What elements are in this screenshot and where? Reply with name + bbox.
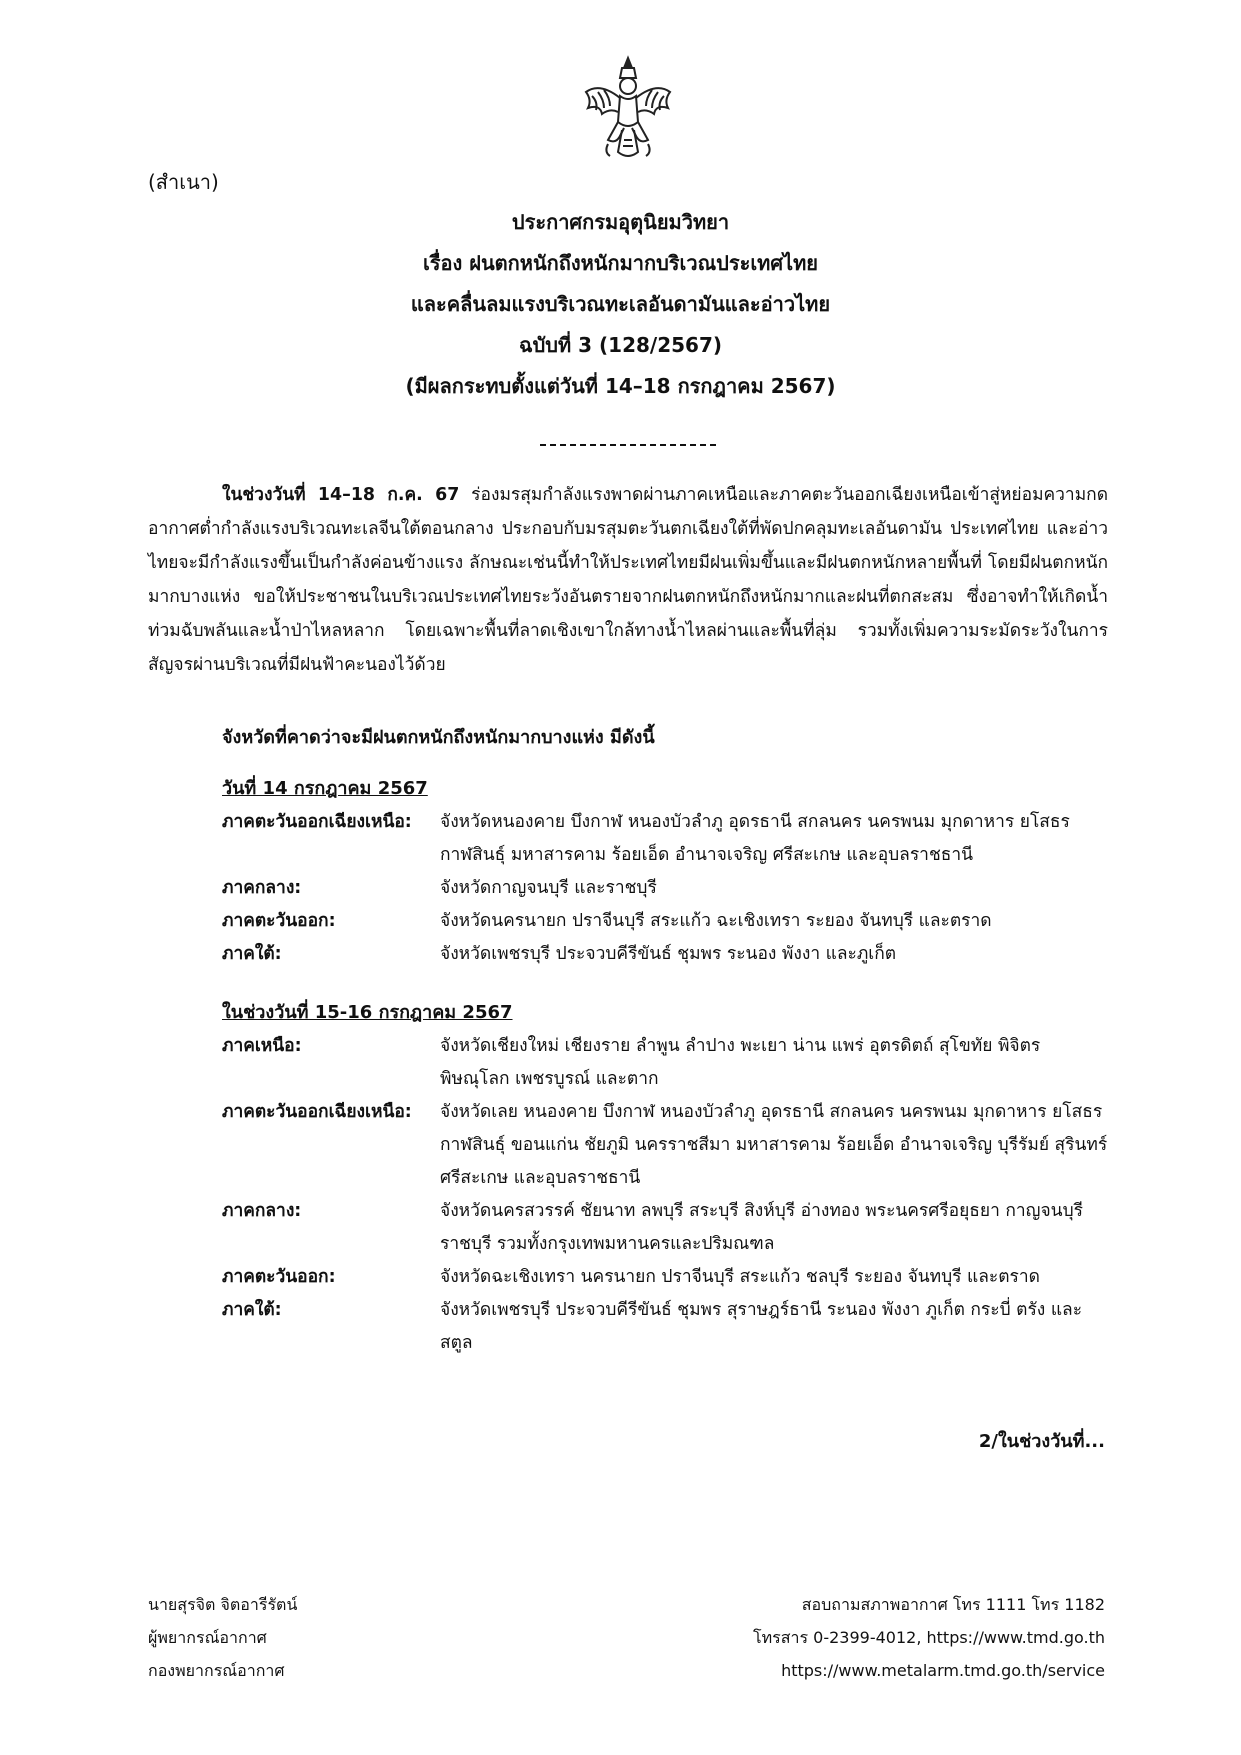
region-name: ภาคเหนือ: xyxy=(222,1036,302,1056)
footer-contact xyxy=(753,1588,1105,1687)
region-row xyxy=(222,806,1112,872)
contact-metalarm-link[interactable]: https://www.metalarm.tmd.go.th/service xyxy=(781,1661,1105,1680)
title-line-3: และคลื่นลมแรงบริเวณทะเลอันดามันและอ่าวไทย xyxy=(410,292,831,316)
region-row xyxy=(222,1261,1112,1294)
forecaster-division: กองพยากรณ์อากาศ xyxy=(148,1661,285,1680)
region-provinces: จังหวัดเพชรบุรี ประจวบคีรีขันธ์ ชุมพร ระนอง พังงา และภูเก็ต xyxy=(440,944,897,964)
region-provinces: จังหวัดนครนายก ปราจีนบุรี สระแก้ว ฉะเชิงเทรา ระยอง จันทบุรี และตราด xyxy=(440,911,992,931)
region-provinces: จังหวัดฉะเชิงเทรา นครนายก ปราจีนบุรี สระแก้ว ชลบุรี ระยอง จันทบุรี และตราด xyxy=(440,1267,1040,1287)
intro-body: ร่องมรสุมกำลังแรงพาดผ่านภาคเหนือและภาคตะวันออกเฉียงเหนือเข้าสู่หย่อมความกดอากาศต่ำกำลังแรงบริเวณทะเลจีนใต้ตอนกลาง ประกอบกับมรสุมตะวันตกเฉียงใต้ที่พัดปกคลุมทะเลอันดามัน ประเทศไทย และอ่าวไทยจะมีกำลังแรงขึ้นเป็นกำลังค่อนข้างแรง ลักษณะเช่นนี้ทำให้ประเทศไทยมีฝนเพิ่มขึ้นและมีฝนตกหนักหลายพื้นที่ โดยมีฝนตกหนักมากบางแห่ง ขอให้ประชาชนในบริเวณประเทศไทยระวังอันตรายจากฝนตกหนักถึงหนักมากและฝนที่ตกสะสม ซึ่งอาจทำให้เกิดน้ำท่วมฉับพลันและน้ำป่าไหลหลาก โดยเฉพาะพื้นที่ลาดเชิงเขาใกล้ทางน้ำไหลผ่านและพื้นที่ลุ่ม รวมทั้งเพิ่มความระมัดระวังในการสัญจรผ่านบริเวณที่มีฝนฟ้าคะนองไว้ด้วย xyxy=(148,485,1108,675)
copy-mark: (สำเนา) xyxy=(148,170,219,194)
forecaster-title: ผู้พยากรณ์อากาศ xyxy=(148,1628,267,1647)
region-name: ภาคตะวันออกเฉียงเหนือ: xyxy=(222,1102,412,1122)
title-line-4: ฉบับที่ 3 (128/2567) xyxy=(518,333,723,357)
region-name: ภาคใต้: xyxy=(222,944,282,964)
title-line-5: (มีผลกระทบตั้งแต่วันที่ 14–18 กรกฎาคม 2567) xyxy=(405,374,836,398)
region-row xyxy=(222,1294,1112,1360)
region-name: ภาคตะวันออกเฉียงเหนือ: xyxy=(222,812,412,832)
footer-signature xyxy=(148,1588,297,1687)
region-row xyxy=(222,905,1112,938)
intro-lead: ในช่วงวันที่ 14–18 ก.ค. 67 xyxy=(222,485,460,505)
region-name: ภาคกลาง: xyxy=(222,1201,302,1221)
region-row xyxy=(222,1195,1112,1261)
title-line-1: ประกาศกรมอุตุนิยมวิทยา xyxy=(511,210,730,234)
region-row xyxy=(222,938,1112,971)
region-provinces: จังหวัดกาญจนบุรี และราชบุรี xyxy=(440,878,657,898)
contact-phone: สอบถามสภาพอากาศ โทร 1111 โทร 1182 xyxy=(801,1595,1105,1614)
section-title: จังหวัดที่คาดว่าจะมีฝนตกหนักถึงหนักมากบางแห่ง มีดังนี้ xyxy=(222,727,655,748)
page-continuation: 2/ในช่วงวันที่... xyxy=(978,1431,1105,1452)
region-row xyxy=(222,1030,1112,1096)
region-provinces: จังหวัดเลย หนองคาย บึงกาฬ หนองบัวลำภู อุดรธานี สกลนคร นครพนม มุกดาหาร ยโสธร กาฬสินธุ์ ขอนแก่น ชัยภูมิ นครราชสีมา มหาสารคาม ร้อยเอ็ด อำนาจเจริญ บุรีรัมย์ สุรินทร์ ศรีสะเกษ และอุบลราชธานี xyxy=(440,1102,1108,1188)
region-provinces: จังหวัดหนองคาย บึงกาฬ หนองบัวลำภู อุดรธานี สกลนคร นครพนม มุกดาหาร ยโสธร กาฬสินธุ์ มหาสารคาม ร้อยเอ็ด อำนาจเจริญ ศรีสะเกษ และอุบลราชธานี xyxy=(440,812,1070,865)
title-divider xyxy=(540,444,716,446)
region-name: ภาคกลาง: xyxy=(222,878,302,898)
region-provinces: จังหวัดเชียงใหม่ เชียงราย ลำพูน ลำปาง พะเยา น่าน แพร่ อุตรดิตถ์ สุโขทัย พิจิตร พิษณุโลก เพชรบูรณ์ และตาก xyxy=(440,1036,1041,1089)
region-provinces: จังหวัดเพชรบุรี ประจวบคีรีขันธ์ ชุมพร สุราษฎร์ธานี ระนอง พังงา ภูเก็ต กระบี่ ตรัง และสตูล xyxy=(440,1300,1083,1353)
announcement-title xyxy=(0,202,1241,407)
region-provinces: จังหวัดนครสวรรค์ ชัยนาท ลพบุรี สระบุรี สิงห์บุรี อ่างทอง พระนครศรีอยุธยา กาญจนบุรี ราชบุรี รวมทั้งกรุงเทพมหานครและปริมณฑล xyxy=(440,1201,1083,1254)
forecaster-name: นายสุรจิต จิตอารีรัตน์ xyxy=(148,1595,298,1614)
region-row xyxy=(222,872,1112,905)
contact-fax-website[interactable]: โทรสาร 0-2399-4012, https://www.tmd.go.th xyxy=(753,1628,1105,1647)
intro-paragraph xyxy=(148,478,1108,682)
day-heading: วันที่ 14 กรกฎาคม 2567 xyxy=(222,778,428,799)
region-name: ภาคใต้: xyxy=(222,1300,282,1320)
title-line-2: เรื่อง ฝนตกหนักถึงหนักมากบริเวณประเทศไทย xyxy=(422,251,819,275)
day-heading: ในช่วงวันที่ 15-16 กรกฎาคม 2567 xyxy=(222,1002,513,1023)
garuda-emblem-icon xyxy=(578,52,678,164)
region-row xyxy=(222,1096,1112,1195)
region-name: ภาคตะวันออก: xyxy=(222,911,336,931)
region-name: ภาคตะวันออก: xyxy=(222,1267,336,1287)
